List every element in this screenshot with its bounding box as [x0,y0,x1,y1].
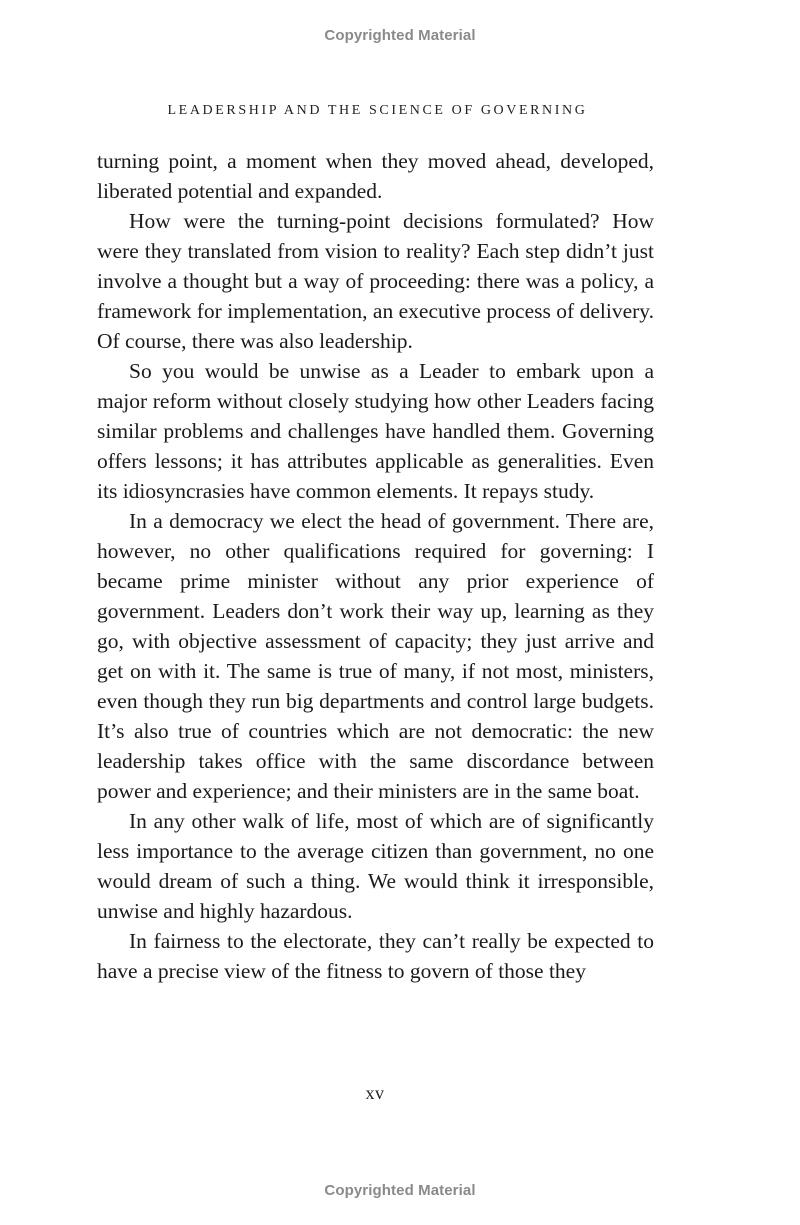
paragraph: In fairness to the electorate, they can’t really be expected to have a precise view of the fitness to govern of those they [97,929,654,983]
page-number: xv [365,1083,385,1103]
copyright-watermark-bottom: Copyrighted Material [324,1182,476,1199]
copyright-watermark-top: Copyrighted Material [324,27,476,44]
body-text [97,146,654,986]
paragraph: So you would be unwise as a Leader to embark upon a major reform without closely studying how other Leaders facing similar problems and challenges have handled them. Governing offers lessons; it has attributes applicable as generalities. Even its idiosyncrasies have common elements. It repays study. [97,359,654,503]
paragraph: In a democracy we elect the head of government. There are, however, no other qualifications required for governing: I became prime minister without any prior experience of government. Leaders don’t work their way up, learning as they go, with objective assessment of capacity; they just arrive and get on with it. The same is true of many, if not most, ministers, even though they run big departments and control large budgets. It’s also true of countries which are not democratic: the new leadership takes office with the same discordance between power and experience; and their ministers are in the same boat. [97,509,654,803]
paragraph: How were the turning-point decisions formulated? How were they translated from vision to reality? Each step didn’t just involve a thought but a way of proceeding: there was a policy, a framework for implementation, an executive process of delivery. Of course, there was also leadership. [97,209,654,353]
paragraph: In any other walk of life, most of which are of significantly less importance to the average citizen than government, no one would dream of such a thing. We would think it irresponsible, unwise and highly hazardous. [97,809,654,923]
paragraph: turning point, a moment when they moved ahead, developed, liberated potential and expanded. [97,149,654,203]
running-head: LEADERSHIP AND THE SCIENCE OF GOVERNING [167,103,588,118]
